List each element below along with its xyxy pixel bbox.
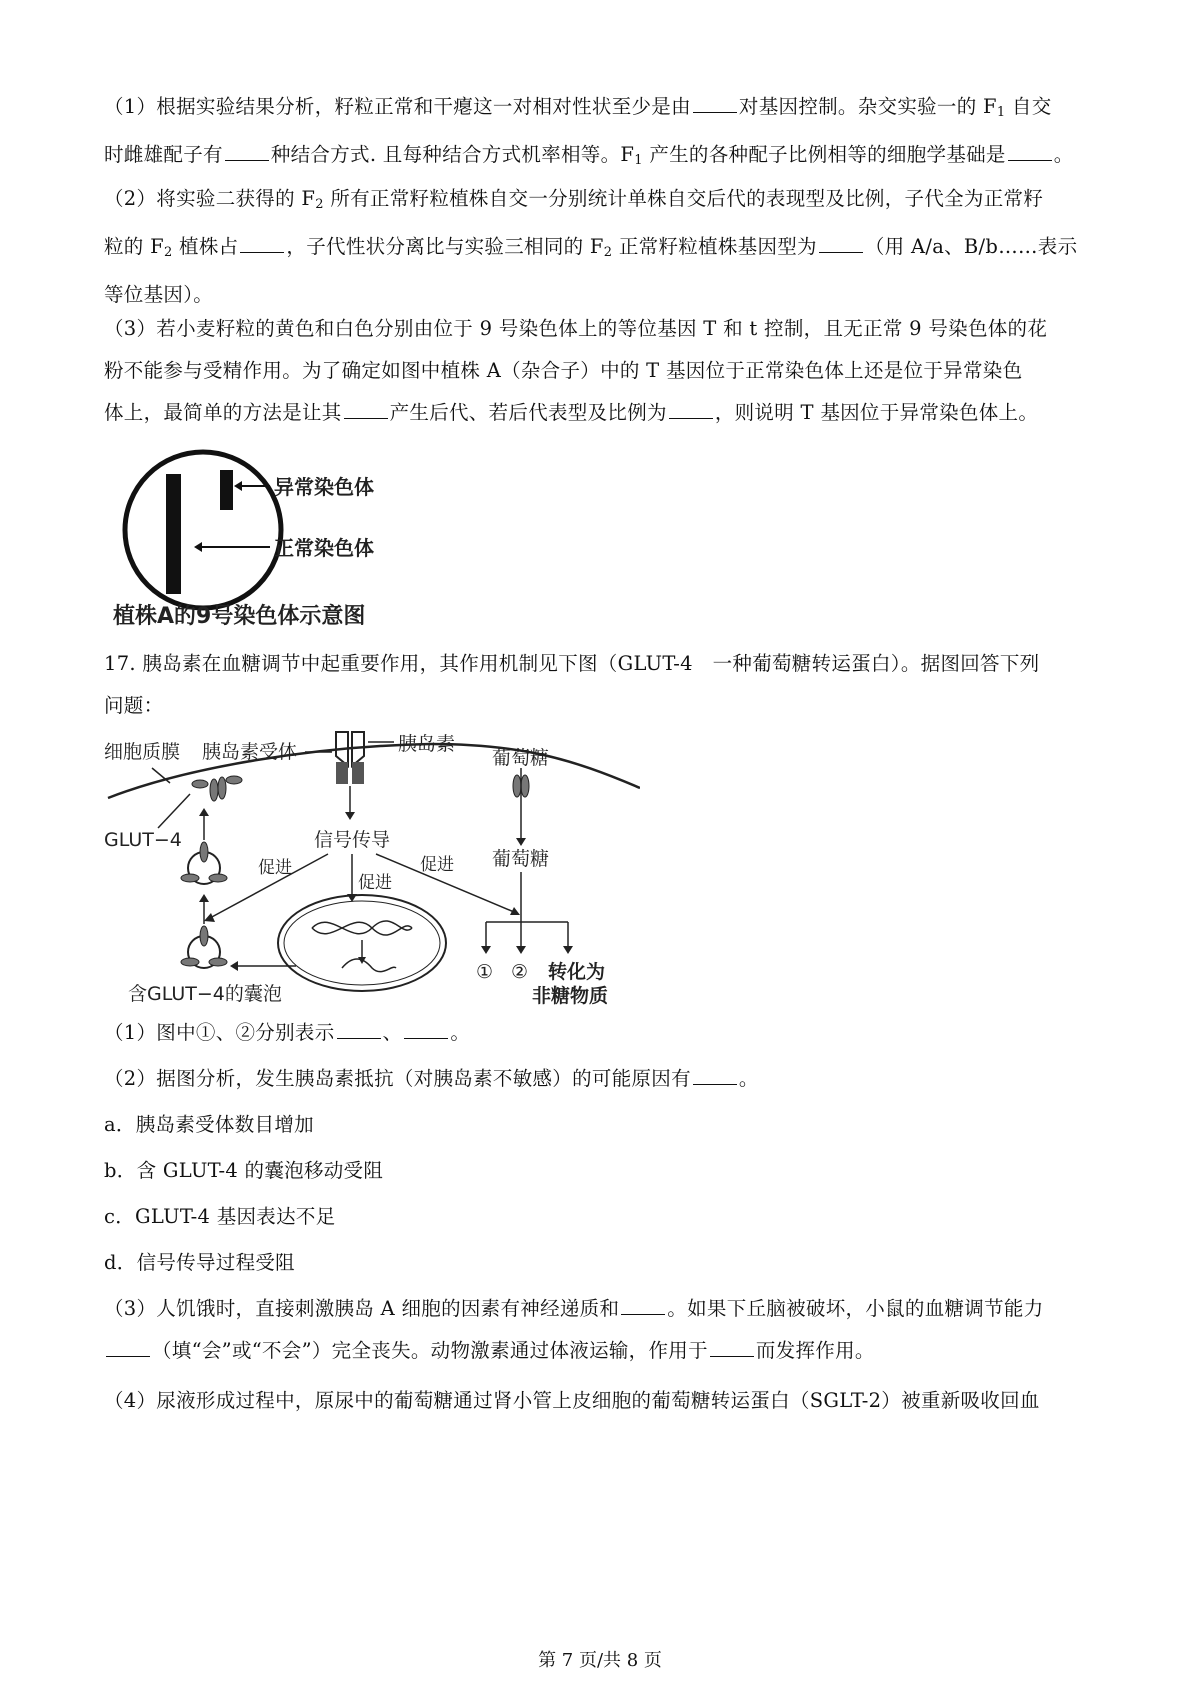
answer-blank[interactable] — [337, 1018, 381, 1039]
label-promote-right: 促进 — [420, 855, 454, 875]
label-outcome-1: ① — [476, 961, 494, 983]
q17-sub3-line1: （3）人饥饿时，直接刺激胰岛 A 细胞的因素有神经递质和 。如果下丘脑被破坏，小鼠的血糖调节能力 — [104, 1288, 1104, 1330]
q16-part3-line1: （3）若小麦籽粒的黄色和白色分别由位于 9 号染色体上的等位基因 T 和 t 控制，且无正常 9 号染色体的花 — [104, 317, 1048, 340]
label-glucose-outside: 葡萄糖 — [492, 747, 550, 769]
answer-blank[interactable] — [106, 1336, 150, 1357]
label-vesicle: 含GLUT−4的囊泡 — [128, 983, 282, 1005]
answer-blank[interactable] — [225, 140, 269, 161]
answer-blank[interactable] — [710, 1336, 754, 1357]
q17-sub3 — [104, 1288, 1104, 1372]
answer-blank[interactable] — [404, 1018, 448, 1039]
label-promote-left: 促进 — [258, 858, 292, 878]
q16-part3 — [104, 308, 1104, 434]
q16-part1-line2: 时雌雄配子有 种结合方式. 且每种结合方式机率相等。$F_1$ 产生的各种配子比例相等的细胞学基础是 。 — [104, 134, 1104, 182]
q17-intro — [104, 643, 1104, 727]
normal-chromosome — [166, 474, 181, 594]
q17-option-d: d．信号传导过程受阻 — [104, 1251, 295, 1274]
vesicle-bottom — [181, 926, 227, 968]
q17-option-c: c．GLUT-4 基因表达不足 — [104, 1205, 336, 1228]
vesicle-top — [181, 842, 227, 884]
q16-part3-line3: 体上，最简单的方法是让其 产生后代、若后代表型及比例为 ，则说明 T 基因位于异常染色体上。 — [104, 392, 1104, 434]
q16-part2 — [104, 178, 1104, 316]
q17-sub3-line2: （填“会”或“不会”）完全丧失。动物激素通过体液运输，作用于 而发挥作用。 — [104, 1330, 1104, 1372]
q16-part2-line1: （2）将实验二获得的 $F_2$ 所有正常籽粒植株自交一分别统计单株自交后代的表现型及比例，子代全为正常籽 — [104, 187, 1044, 212]
abnormal-chromosome — [220, 470, 233, 510]
label-outcome-3-line1: 转化为 — [548, 961, 606, 983]
label-outcome-3-line2: 非糖物质 — [532, 985, 609, 1007]
answer-blank[interactable] — [819, 232, 863, 253]
answer-blank[interactable] — [621, 1294, 665, 1315]
label-receptor: 胰岛素受体 — [202, 741, 298, 763]
cell-circle — [125, 452, 281, 608]
q17-intro-line1: 17. 胰岛素在血糖调节中起重要作用，其作用机制见下图（GLUT-4 一种葡萄糖转运蛋白）。据图回答下列 — [104, 652, 1040, 675]
insulin-receptor — [336, 732, 364, 784]
mrna — [342, 959, 396, 972]
q17-sub4: （4）尿液形成过程中，原尿中的葡萄糖通过肾小管上皮细胞的葡萄糖转运蛋白（SGLT-2）被重新吸收回血 — [104, 1389, 1040, 1412]
q16-part2-line3: 等位基因）。 — [104, 283, 214, 306]
label-signal-transduction: 信号传导 — [314, 829, 391, 851]
label-glucose-inside: 葡萄糖 — [492, 848, 550, 870]
q16-part2-line2: 粒的 $F_2$ 植株占 ，子代性状分离比与实验三相同的 $F_2$ 正常籽粒植株基因型为 （用 A/a、B/b……表示 — [104, 226, 1104, 274]
q16-part3-line2: 粉不能参与受精作用。为了确定如图中植株 A（杂合子）中的 T 基因位于正常染色体上还是位于异常染色 — [104, 359, 1023, 382]
answer-blank[interactable] — [693, 1064, 737, 1085]
cell-membrane — [108, 744, 640, 798]
label-insulin: 胰岛素 — [398, 733, 456, 755]
glut4-on-membrane — [192, 776, 242, 801]
label-promote-middle: 促进 — [358, 873, 392, 893]
answer-blank[interactable] — [669, 398, 713, 419]
q17-intro-line2: 问题： — [104, 694, 164, 717]
page-footer: 第 7 页/共 8 页 — [538, 1650, 662, 1671]
q16-part1-line1: （1）根据实验结果分析，籽粒正常和干瘪这一对相对性状至少是由 对基因控制。杂交实验一的 $F_1$ 自交 — [104, 86, 1104, 134]
answer-blank[interactable] — [344, 398, 388, 419]
label-membrane: 细胞质膜 — [104, 741, 181, 763]
answer-blank[interactable] — [1008, 140, 1052, 161]
q17-option-b: b．含 GLUT-4 的囊泡移动受阻 — [104, 1159, 384, 1182]
q17-sub2: （2）据图分析，发生胰岛素抵抗（对胰岛素不敏感）的可能原因有 。 — [104, 1058, 1104, 1100]
q16-part1 — [104, 86, 1104, 182]
label-outcome-2: ② — [511, 961, 529, 983]
insulin-mechanism-diagram — [100, 728, 640, 1010]
label-glut4: GLUT−4 — [104, 829, 182, 851]
label-normal-chromosome: 正常染色体 — [274, 536, 374, 560]
answer-blank[interactable] — [693, 92, 737, 113]
label-abnormal-chromosome: 异常染色体 — [274, 475, 374, 499]
figure-caption: 植株A的9号染色体示意图 — [113, 604, 366, 629]
q17-sub1: （1）图中①、②分别表示 、 。 — [104, 1012, 1104, 1054]
answer-blank[interactable] — [240, 232, 284, 253]
q17-option-a: a．胰岛素受体数目增加 — [104, 1113, 314, 1136]
